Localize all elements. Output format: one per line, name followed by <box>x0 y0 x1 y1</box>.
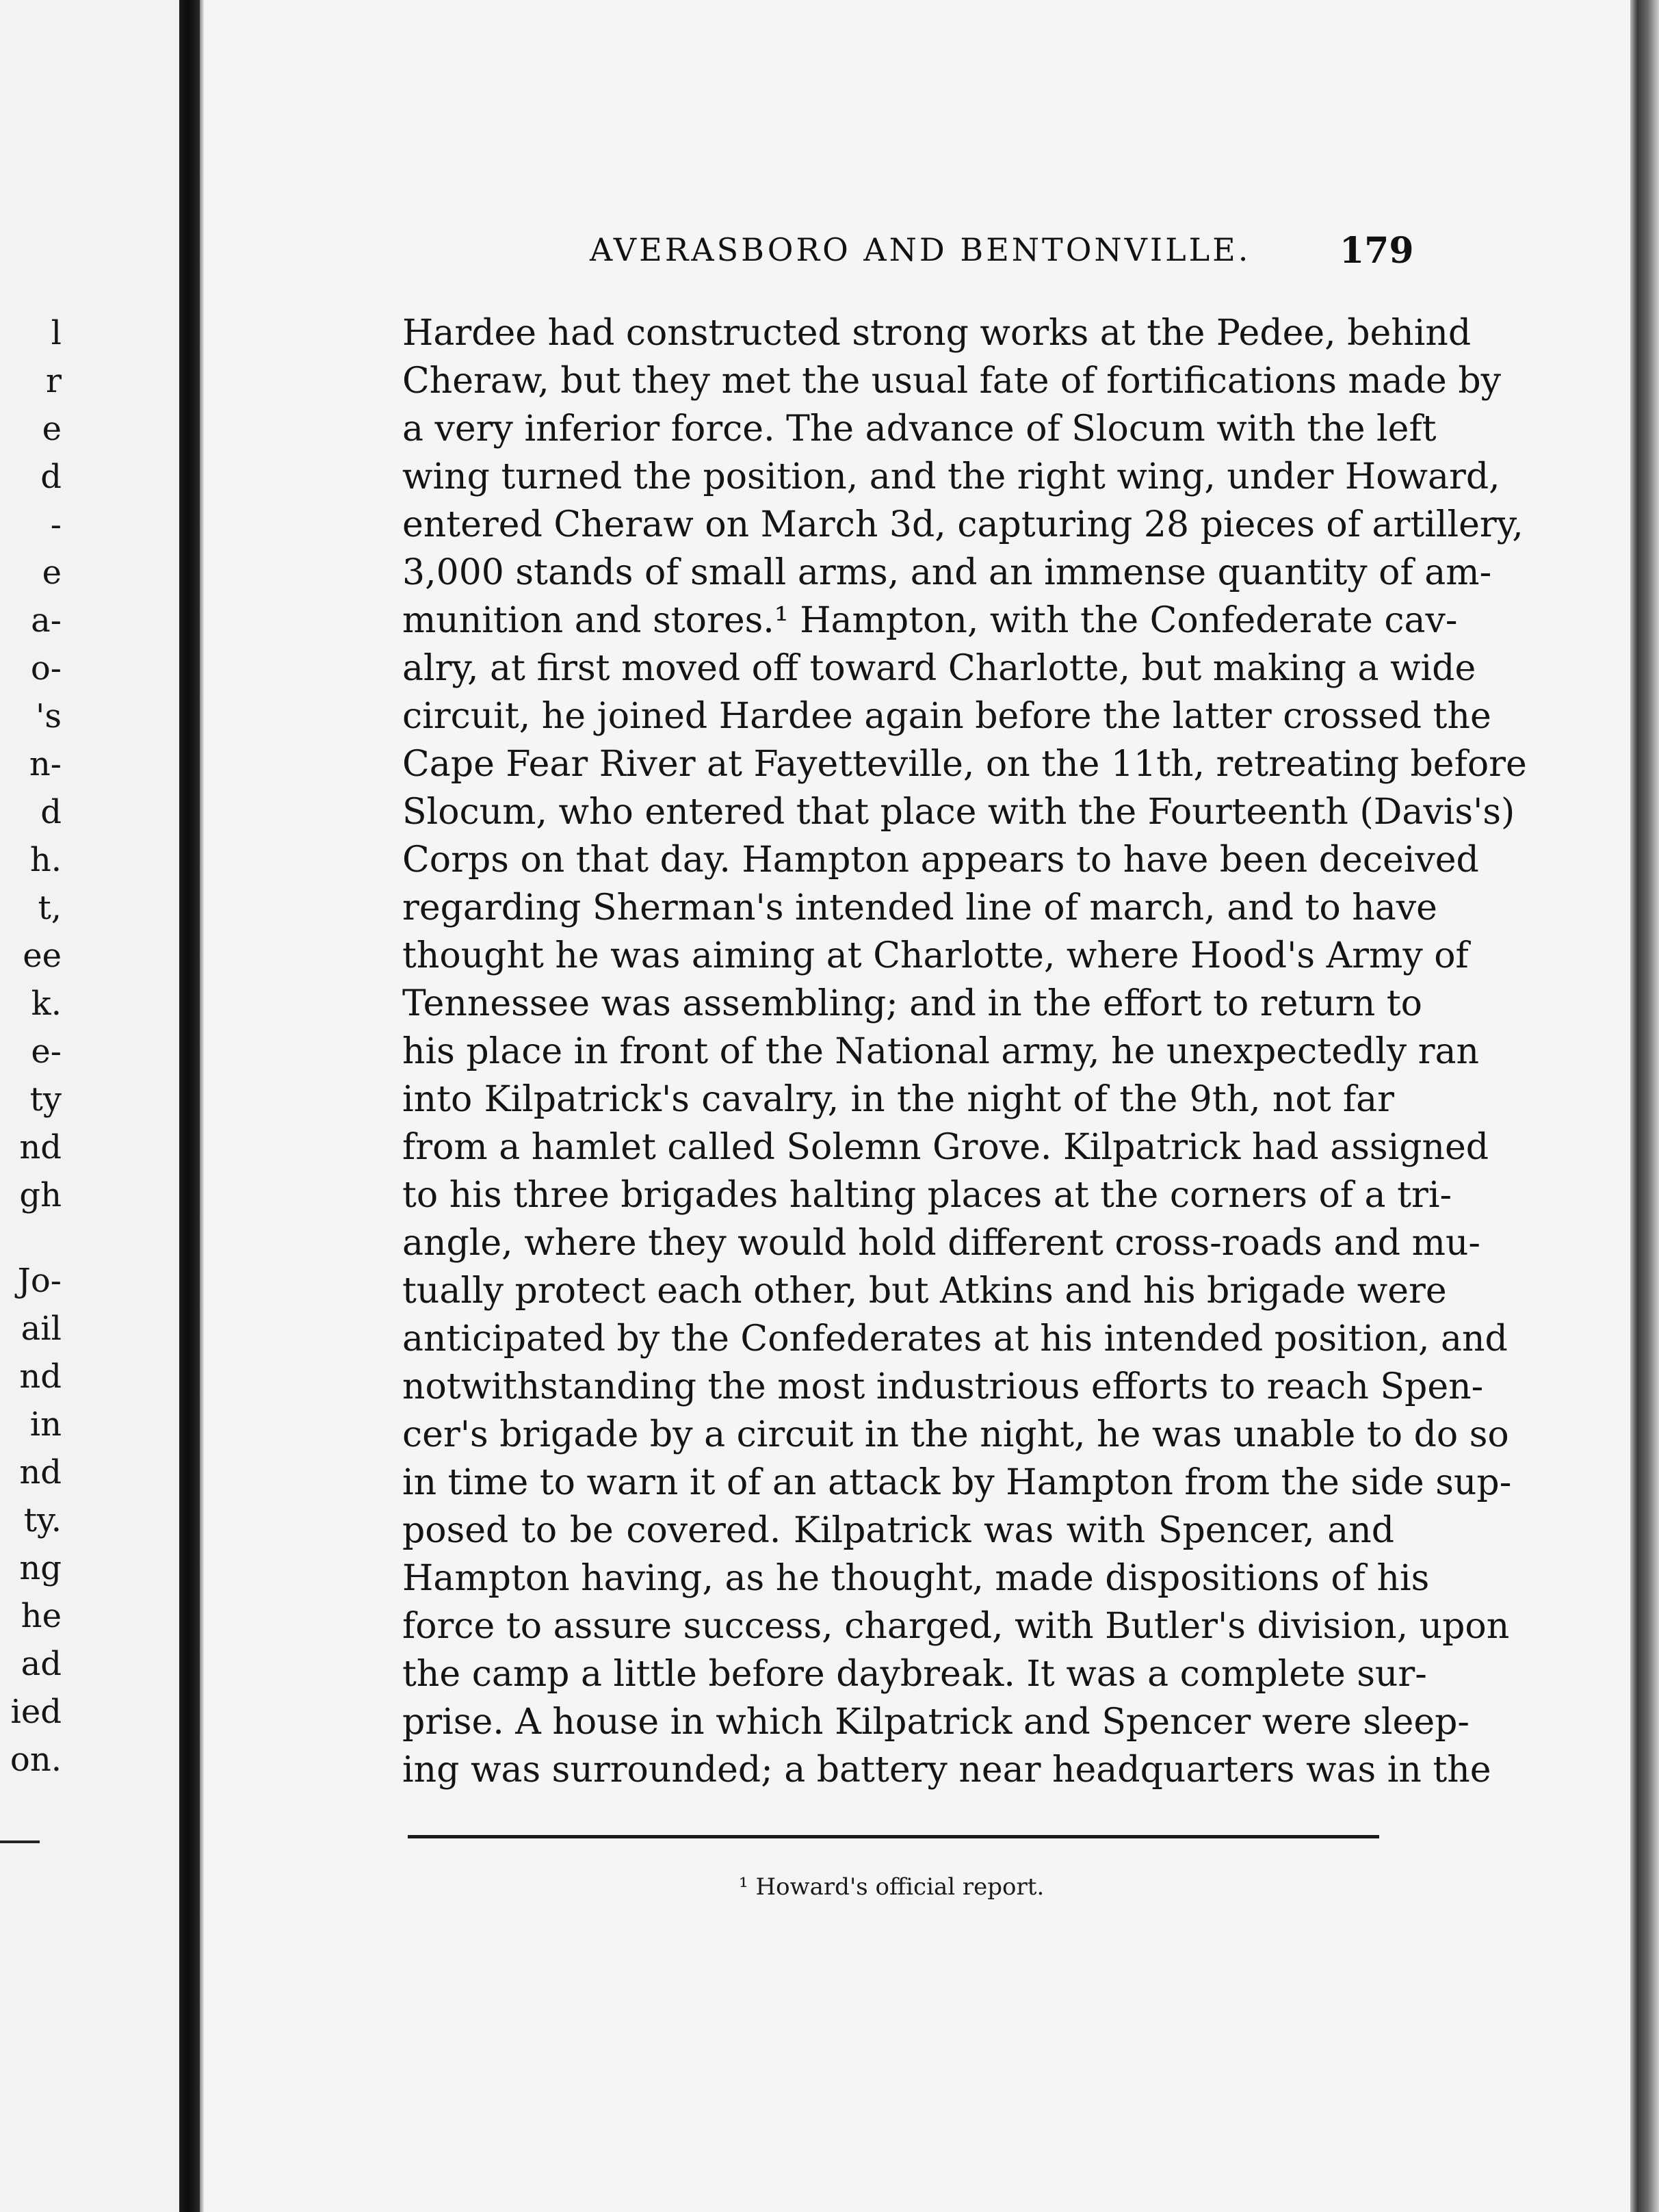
facing-line: gh <box>19 1176 62 1214</box>
text-line: regarding Sherman's intended line of march, and to have <box>402 887 1437 928</box>
text-line: munition and stores.¹ Hampton, with the Confederate cav- <box>402 600 1458 641</box>
text-line: Hardee had constructed strong works at the Pedee, behind <box>402 313 1472 354</box>
footnote-rule <box>408 1835 1379 1838</box>
facing-line: ty <box>29 1080 62 1119</box>
footnote: ¹ Howard's official report. <box>739 1873 1045 1901</box>
facing-line: n- <box>29 745 62 783</box>
facing-line: Jo- <box>17 1262 62 1300</box>
text-line: Tennessee was assembling; and in the effort to return to <box>402 983 1422 1024</box>
text-line: Hampton having, as he thought, made dispositions of his <box>402 1558 1430 1599</box>
text-line: notwithstanding the most industrious efforts to reach Spen- <box>402 1366 1484 1407</box>
facing-line: l <box>51 314 62 352</box>
facing-line: d <box>40 793 62 831</box>
facing-line: e <box>42 410 62 448</box>
text-line: anticipated by the Confederates at his intended position, and <box>402 1318 1508 1359</box>
facing-line: ied <box>10 1693 62 1731</box>
facing-line: ng <box>19 1549 62 1587</box>
facing-line: nd <box>19 1453 62 1492</box>
text-line: circuit, he joined Hardee again before the latter crossed the <box>402 696 1491 737</box>
facing-line: r <box>46 362 62 400</box>
facing-line: - <box>50 506 62 544</box>
text-line: Cape Fear River at Fayetteville, on the 11th, retreating before <box>402 744 1527 785</box>
facing-line: on. <box>10 1741 62 1779</box>
facing-line: 's <box>36 697 62 736</box>
text-line: thought he was aiming at Charlotte, where Hood's Army of <box>402 935 1469 976</box>
text-line: from a hamlet called Solemn Grove. Kilpatrick had assigned <box>402 1127 1489 1168</box>
text-line: 3,000 stands of small arms, and an immense quantity of am- <box>402 552 1492 593</box>
text-line: angle, where they would hold different cross-roads and mu- <box>402 1223 1480 1264</box>
facing-line: ty. <box>23 1501 62 1539</box>
book-gutter <box>179 0 200 2212</box>
text-line: the camp a little before daybreak. It was a complete sur- <box>402 1654 1427 1695</box>
facing-line: h. <box>29 841 62 879</box>
facing-footnote-rule <box>0 1840 40 1843</box>
text-line: Slocum, who entered that place with the Fourteenth (Davis's) <box>402 792 1515 833</box>
facing-line: ad <box>21 1645 62 1683</box>
facing-line: nd <box>19 1357 62 1396</box>
text-line: a very inferior force. The advance of Slocum with the left <box>402 408 1437 450</box>
facing-line: in <box>29 1405 62 1444</box>
facing-line: e- <box>31 1032 62 1071</box>
facing-line: k. <box>31 985 62 1023</box>
facing-line: a- <box>31 601 62 640</box>
facing-page-text <box>0 309 62 1784</box>
facing-line: ail <box>21 1310 62 1348</box>
facing-line: t, <box>38 889 62 927</box>
text-line: wing turned the position, and the right wing, under Howard, <box>402 456 1500 497</box>
facing-line: o- <box>30 649 62 688</box>
text-line: posed to be covered. Kilpatrick was with Spencer, and <box>402 1510 1394 1551</box>
text-line: ing was surrounded; a battery near headquarters was in the <box>402 1749 1491 1791</box>
text-line: force to assure success, charged, with Butler's division, upon <box>402 1606 1510 1647</box>
text-line: tually protect each other, but Atkins and his brigade were <box>402 1271 1447 1312</box>
facing-line: ee <box>23 937 62 975</box>
body-text <box>402 309 1527 1794</box>
facing-line: nd <box>19 1128 62 1167</box>
text-line: alry, at first moved off toward Charlotte, but making a wide <box>402 648 1476 689</box>
text-line: to his three brigades halting places at the corners of a tri- <box>402 1175 1452 1216</box>
text-line: into Kilpatrick's cavalry, in the night of the 9th, not far <box>402 1079 1394 1120</box>
text-line: in time to warn it of an attack by Hampton from the side sup- <box>402 1462 1512 1503</box>
page-edge <box>1630 0 1659 2212</box>
text-line: prise. A house in which Kilpatrick and Spencer were sleep- <box>402 1702 1469 1743</box>
text-line: his place in front of the National army, he unexpectedly ran <box>402 1031 1480 1072</box>
text-line: Cheraw, but they met the usual fate of fortifications made by <box>402 361 1501 402</box>
facing-line: he <box>21 1597 62 1635</box>
text-line: entered Cheraw on March 3d, capturing 28 pieces of artillery, <box>402 504 1524 545</box>
facing-page <box>0 0 179 2212</box>
running-head: AVERASBORO AND BENTONVILLE. <box>590 231 1251 268</box>
facing-line: e <box>42 554 62 592</box>
text-line: Corps on that day. Hampton appears to have been deceived <box>402 840 1479 881</box>
page-number: 179 <box>1340 230 1414 272</box>
facing-line: d <box>40 458 62 496</box>
text-line: cer's brigade by a circuit in the night, he was unable to do so <box>402 1414 1509 1455</box>
